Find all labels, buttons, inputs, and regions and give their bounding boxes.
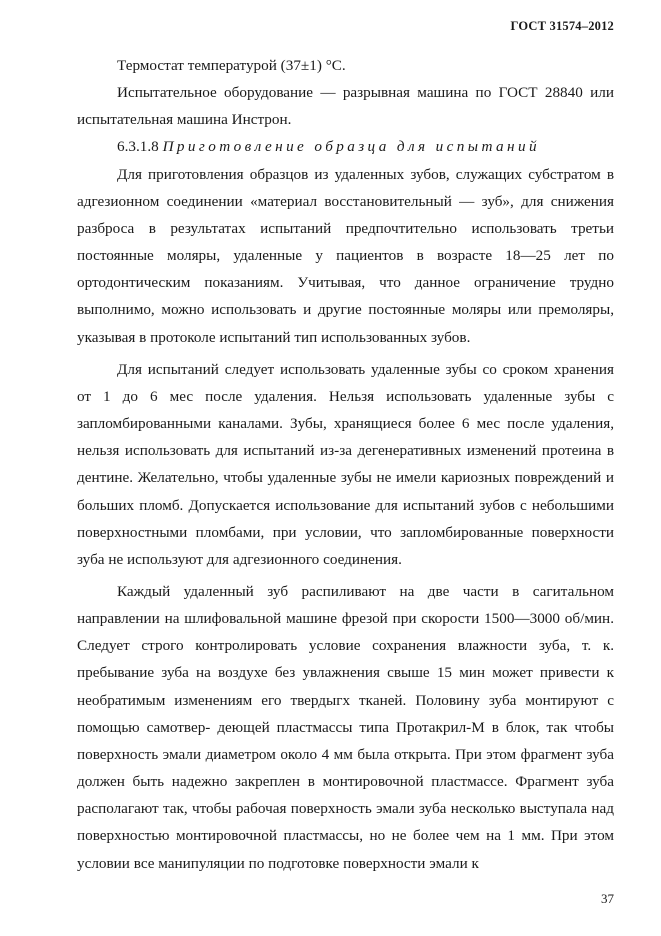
paragraph-storage: Для испытаний следует использовать удаленные зубы со сроком хранения от 1 до 6 мес после удаления. Нельзя использовать удаленные зубы с запломбированными каналами. Зубы, хранящиеся более 6 мес после удаления, нельзя использовать для испытаний из-за дегенеративных изменений протеина в дентине. Желательно, чтобы удаленные зубы не имели кариозных повреждений и больших пломб. Допускается использование для испытаний зубов с небольшими поверхностными пломбами, при условии, что запломбированные поверхности зуба не используют для адгезионного соединения.: [77, 360, 614, 568]
document-header: ГОСТ 31574–2012: [510, 19, 614, 33]
section-heading: [77, 133, 614, 160]
paragraph-equipment: Испытательное оборудование — разрывная машина по ГОСТ 28840 или испытательная машина Инстрон.: [77, 84, 614, 129]
document-body: [77, 52, 614, 877]
section-number: 6.3.1.8: [117, 138, 159, 156]
paragraph-cutting: Каждый удаленный зуб распиливают на две части в сагитальном направлении на шлифовальной машине фрезой при скорости 1500—3000 об/мин. Следует строго контролировать условие сохранения влажности зуба, т. к. пребывание зуба на воздухе без увлажнения свыше 15 мин может привести к необратимым изменениям его твердыгх тканей. Половину зуба монтируют с помощью самотвер- деющей пластмассы типа Протакрил-М в блок, так чтобы поверхность эмали диаметром около 4 мм была открыта. При этом фрагмент зуба должен быть надежно закреплен в монтировочной пластмассе. Фрагмент зуба располагают так, чтобы рабочая поверхность эмали зуба несколько выступала над поверхностью монтировочной пластмассы, но не более чем на 1 мм. При этом условии все манипуляции по подготовке поверхности эмали к: [77, 582, 614, 872]
paragraph-sample-prep: Для приготовления образцов из удаленных зубов, служащих субстратом в адгезионном соединении «материал восстановительный — зуб», для снижения разброса в результатах испытаний предпочтительно использовать третьи постоянные моляры, удаленные у пациентов в возрасте 18—25 лет по ортодонтическим показаниям. Учитывая, что данное ограничение трудно выполнимо, можно использовать и другие постоянные моляры или премоляры, указывая в протоколе испытаний тип использованных зубов.: [77, 165, 614, 346]
paragraph-thermostat: Термостат температурой (37±1) °С.: [117, 57, 346, 74]
section-title: Приготовление образца для испытаний: [162, 138, 540, 156]
page-number: 37: [601, 891, 614, 906]
